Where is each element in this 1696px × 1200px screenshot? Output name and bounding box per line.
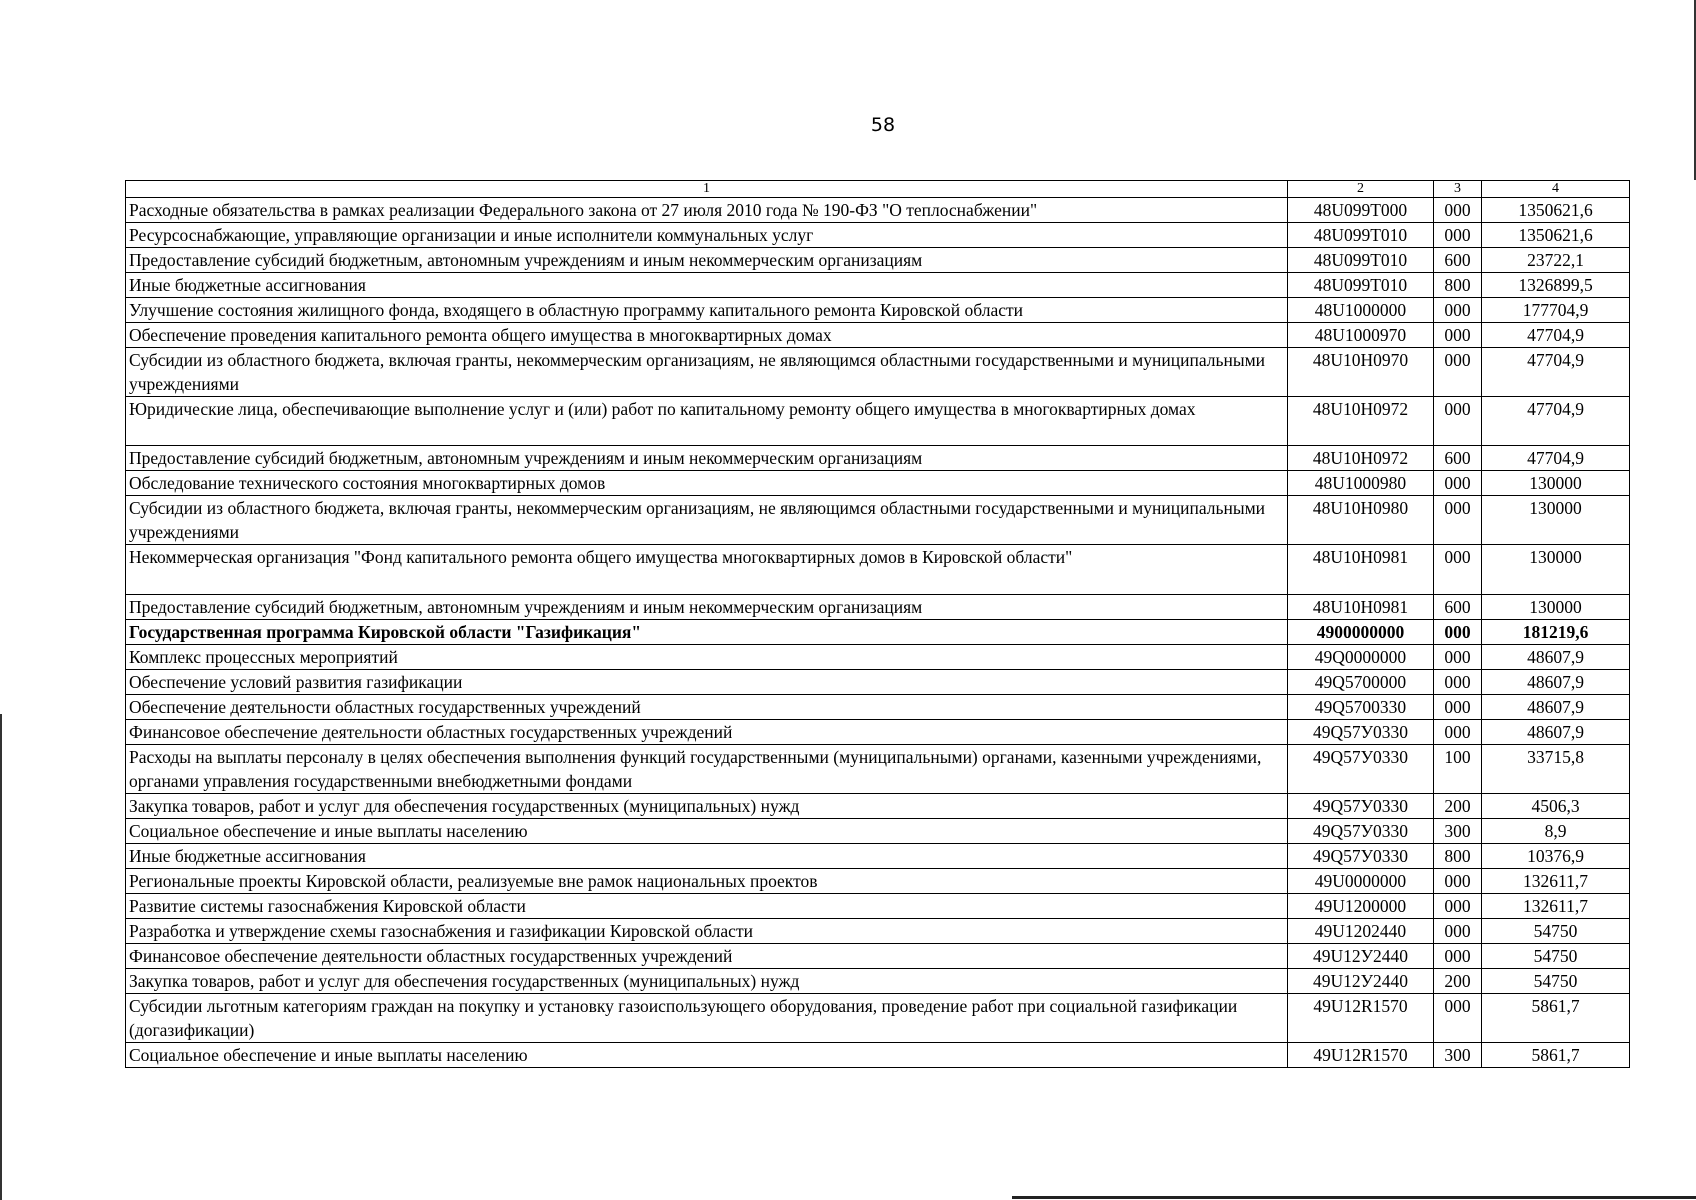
- column-header-name: 1: [126, 181, 1288, 198]
- row-amount: 48607,9: [1482, 695, 1630, 720]
- row-name: Расходные обязательства в рамках реализации Федерального закона от 27 июля 2010 года № 190-ФЗ "О теплоснабжении": [126, 198, 1288, 223]
- row-type: 000: [1434, 471, 1482, 496]
- table-row: [126, 969, 1630, 994]
- row-code: 49Q5700000: [1288, 670, 1434, 695]
- table-row: [126, 496, 1630, 545]
- row-code: 49U12У2440: [1288, 969, 1434, 994]
- row-code: 49Q57У0330: [1288, 794, 1434, 819]
- row-name: Иные бюджетные ассигнования: [126, 844, 1288, 869]
- row-amount: 177704,9: [1482, 298, 1630, 323]
- row-amount: 48607,9: [1482, 645, 1630, 670]
- row-amount: 23722,1: [1482, 248, 1630, 273]
- row-amount: 47704,9: [1482, 348, 1630, 397]
- row-name: Закупка товаров, работ и услуг для обеспечения государственных (муниципальных) нужд: [126, 969, 1288, 994]
- table-row: [126, 794, 1630, 819]
- row-name: Субсидии льготным категориям граждан на покупку и установку газоиспользующего оборудования, проведение работ при социальной газификации (догазификации): [126, 994, 1288, 1043]
- row-amount: 48607,9: [1482, 720, 1630, 745]
- table-row: [126, 298, 1630, 323]
- row-type: 000: [1434, 298, 1482, 323]
- table-row: [126, 894, 1630, 919]
- row-type: 800: [1434, 273, 1482, 298]
- table-row: [126, 198, 1630, 223]
- row-code: 48U10H0972: [1288, 446, 1434, 471]
- row-type: 000: [1434, 545, 1482, 595]
- table-row: [126, 645, 1630, 670]
- row-name: Субсидии из областного бюджета, включая гранты, некоммерческим организациям, не являющимся областными государственными и муниципальными учреждениями: [126, 496, 1288, 545]
- row-code: 49Q5700330: [1288, 695, 1434, 720]
- row-type: 600: [1434, 446, 1482, 471]
- row-name: Обеспечение проведения капитального ремонта общего имущества в многоквартирных домах: [126, 323, 1288, 348]
- row-amount: 130000: [1482, 471, 1630, 496]
- row-code: 48U10H0980: [1288, 496, 1434, 545]
- row-code: 48U10H0981: [1288, 595, 1434, 620]
- row-type: 600: [1434, 595, 1482, 620]
- row-name: Предоставление субсидий бюджетным, автономным учреждениям и иным некоммерческим организациям: [126, 595, 1288, 620]
- row-amount: 4506,3: [1482, 794, 1630, 819]
- row-amount: 47704,9: [1482, 397, 1630, 446]
- row-code: 49Q57У0330: [1288, 720, 1434, 745]
- row-amount: 130000: [1482, 545, 1630, 595]
- row-type: 000: [1434, 620, 1482, 645]
- scan-bottom-line: [1012, 1196, 1696, 1199]
- table-row: [126, 223, 1630, 248]
- table-row: [126, 446, 1630, 471]
- row-type: 800: [1434, 844, 1482, 869]
- row-type: 000: [1434, 397, 1482, 446]
- budget-table: [125, 180, 1630, 1068]
- table-row: [126, 745, 1630, 794]
- row-name: Социальное обеспечение и иные выплаты населению: [126, 819, 1288, 844]
- row-type: 000: [1434, 645, 1482, 670]
- row-code: 48U1000000: [1288, 298, 1434, 323]
- row-amount: 5861,7: [1482, 1043, 1630, 1068]
- row-name: Разработка и утверждение схемы газоснабжения и газификации Кировской области: [126, 919, 1288, 944]
- row-name: Развитие системы газоснабжения Кировской области: [126, 894, 1288, 919]
- row-amount: 54750: [1482, 969, 1630, 994]
- row-code: 49U12R1570: [1288, 994, 1434, 1043]
- row-name: Субсидии из областного бюджета, включая гранты, некоммерческим организациям, не являющимся областными государственными и муниципальными учреждениями: [126, 348, 1288, 397]
- row-name: Предоставление субсидий бюджетным, автономным учреждениям и иным некоммерческим организациям: [126, 248, 1288, 273]
- row-name: Расходы на выплаты персоналу в целях обеспечения выполнения функций государственными (муниципальными) органами, казенными учреждениями, органами управления государственными внебюджетными фондами: [126, 745, 1288, 794]
- row-type: 000: [1434, 720, 1482, 745]
- row-name: Улучшение состояния жилищного фонда, входящего в областную программу капитального ремонта Кировской области: [126, 298, 1288, 323]
- table-row: [126, 273, 1630, 298]
- row-code: 48U1000970: [1288, 323, 1434, 348]
- row-amount: 54750: [1482, 919, 1630, 944]
- row-name: Государственная программа Кировской области "Газификация": [126, 620, 1288, 645]
- row-type: 300: [1434, 819, 1482, 844]
- row-code: 49Q57У0330: [1288, 819, 1434, 844]
- row-amount: 47704,9: [1482, 323, 1630, 348]
- row-type: 000: [1434, 695, 1482, 720]
- table-row: [126, 397, 1630, 446]
- table-row: [126, 545, 1630, 595]
- row-type: 000: [1434, 198, 1482, 223]
- row-amount: 132611,7: [1482, 869, 1630, 894]
- row-amount: 181219,6: [1482, 620, 1630, 645]
- table-row: [126, 819, 1630, 844]
- row-amount: 47704,9: [1482, 446, 1630, 471]
- row-name: Социальное обеспечение и иные выплаты населению: [126, 1043, 1288, 1068]
- table-row: [126, 869, 1630, 894]
- row-name: Обеспечение деятельности областных государственных учреждений: [126, 695, 1288, 720]
- row-name: Юридические лица, обеспечивающие выполнение услуг и (или) работ по капитальному ремонту общего имущества в многоквартирных домах: [126, 397, 1288, 446]
- row-type: 100: [1434, 745, 1482, 794]
- table-row: [126, 844, 1630, 869]
- row-code: 48U10H0972: [1288, 397, 1434, 446]
- row-amount: 132611,7: [1482, 894, 1630, 919]
- header-row: [126, 181, 1630, 198]
- table-row-program: [126, 620, 1630, 645]
- row-code: 49U1200000: [1288, 894, 1434, 919]
- row-code: 49Q0000000: [1288, 645, 1434, 670]
- row-amount: 1326899,5: [1482, 273, 1630, 298]
- table-row: [126, 670, 1630, 695]
- row-type: 000: [1434, 994, 1482, 1043]
- row-code: 49U0000000: [1288, 869, 1434, 894]
- table-row: [126, 1043, 1630, 1068]
- row-code: 49U12У2440: [1288, 944, 1434, 969]
- row-amount: 5861,7: [1482, 994, 1630, 1043]
- table-row: [126, 471, 1630, 496]
- row-type: 600: [1434, 248, 1482, 273]
- column-header-amount: 4: [1482, 181, 1630, 198]
- row-code: 48U10H0981: [1288, 545, 1434, 595]
- table-row: [126, 994, 1630, 1043]
- row-amount: 1350621,6: [1482, 198, 1630, 223]
- row-amount: 10376,9: [1482, 844, 1630, 869]
- row-type: 200: [1434, 969, 1482, 994]
- row-name: Региональные проекты Кировской области, реализуемые вне рамок национальных проектов: [126, 869, 1288, 894]
- row-amount: 8,9: [1482, 819, 1630, 844]
- table-row: [126, 944, 1630, 969]
- row-amount: 33715,8: [1482, 745, 1630, 794]
- table-row: [126, 323, 1630, 348]
- row-amount: 1350621,6: [1482, 223, 1630, 248]
- row-code: 49Q57У0330: [1288, 745, 1434, 794]
- row-code: 49U12R1570: [1288, 1043, 1434, 1068]
- row-type: 000: [1434, 323, 1482, 348]
- row-code: 48U099T010: [1288, 248, 1434, 273]
- row-name: Некоммерческая организация "Фонд капитального ремонта общего имущества многоквартирных домов в Кировской области": [126, 545, 1288, 595]
- row-code: 48U099T010: [1288, 223, 1434, 248]
- row-code: 49U1202440: [1288, 919, 1434, 944]
- row-type: 000: [1434, 944, 1482, 969]
- row-amount: 130000: [1482, 496, 1630, 545]
- row-name: Закупка товаров, работ и услуг для обеспечения государственных (муниципальных) нужд: [126, 794, 1288, 819]
- row-code: 4900000000: [1288, 620, 1434, 645]
- row-name: Иные бюджетные ассигнования: [126, 273, 1288, 298]
- column-header-code: 2: [1288, 181, 1434, 198]
- row-code: 49Q57У0330: [1288, 844, 1434, 869]
- row-type: 200: [1434, 794, 1482, 819]
- row-name: Ресурсоснабжающие, управляющие организации и иные исполнители коммунальных услуг: [126, 223, 1288, 248]
- row-name: Финансовое обеспечение деятельности областных государственных учреждений: [126, 720, 1288, 745]
- row-name: Обследование технического состояния многоквартирных домов: [126, 471, 1288, 496]
- row-code: 48U099T010: [1288, 273, 1434, 298]
- page-number: 58: [870, 114, 896, 136]
- row-type: 300: [1434, 1043, 1482, 1068]
- row-name: Обеспечение условий развития газификации: [126, 670, 1288, 695]
- table-row: [126, 348, 1630, 397]
- row-type: 000: [1434, 869, 1482, 894]
- row-name: Комплекс процессных мероприятий: [126, 645, 1288, 670]
- scan-edge-line: [0, 714, 2, 1200]
- row-amount: 54750: [1482, 944, 1630, 969]
- column-header-type: 3: [1434, 181, 1482, 198]
- row-type: 000: [1434, 919, 1482, 944]
- row-name: Предоставление субсидий бюджетным, автономным учреждениям и иным некоммерческим организациям: [126, 446, 1288, 471]
- table-row: [126, 695, 1630, 720]
- table-row: [126, 919, 1630, 944]
- row-type: 000: [1434, 348, 1482, 397]
- table-row: [126, 720, 1630, 745]
- row-name: Финансовое обеспечение деятельности областных государственных учреждений: [126, 944, 1288, 969]
- row-type: 000: [1434, 496, 1482, 545]
- row-code: 48U1000980: [1288, 471, 1434, 496]
- row-code: 48U099T000: [1288, 198, 1434, 223]
- row-amount: 130000: [1482, 595, 1630, 620]
- row-type: 000: [1434, 670, 1482, 695]
- table-row: [126, 595, 1630, 620]
- table-row: [126, 248, 1630, 273]
- row-type: 000: [1434, 894, 1482, 919]
- row-code: 48U10H0970: [1288, 348, 1434, 397]
- row-amount: 48607,9: [1482, 670, 1630, 695]
- row-type: 000: [1434, 223, 1482, 248]
